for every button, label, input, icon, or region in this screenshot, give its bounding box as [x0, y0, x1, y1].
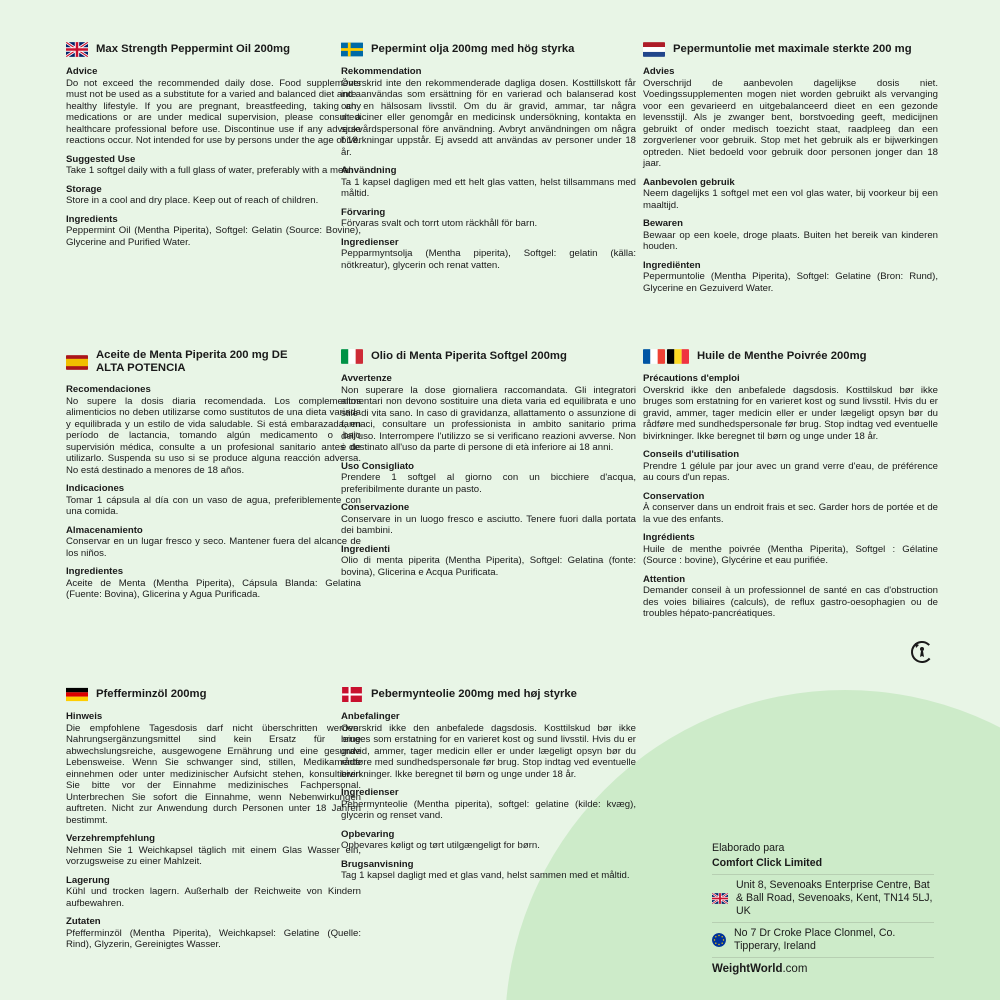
- section-es: [66, 349, 361, 601]
- storage-heading: Förvaring: [341, 206, 386, 218]
- advice-text: Överskrid inte den rekommenderade dagliga dosen. Kosttillskott får inte användas som ersättning för en varierad och balanserad kost och en hälsosam livsstil. Om du är gravid, ammar, tar några mediciner eller genomgår en medicinsk undersökning, kontakta en sjukvårdspersonal före användning. Avbryt användningen om några biverkningar uppstår. Ej avsedd att användas av personer under 18 år.: [341, 77, 636, 158]
- section-title: Pepermuntolie met maximale sterkte 200 mg: [673, 43, 912, 55]
- eu-flag-icon: [712, 933, 726, 947]
- storage-text: Bewaar op een koele, droge plaats. Buiten het bereik van kinderen houden.: [643, 229, 938, 252]
- advice-heading: Anbefalinger: [341, 711, 400, 722]
- usage-heading: Suggested Use: [66, 153, 136, 165]
- storage-heading: Almacenamiento: [66, 524, 143, 536]
- section-de: [66, 687, 361, 951]
- storage-heading: Opbevaring: [341, 828, 395, 840]
- advice-text: Overskrid ikke den anbefalede dagsdosis. Kosttilskud bør ikke bruges som erstatning for en varieret kost og sund livsstil. Hvis du er gravid, ammer, tager medicin eller er under lægeligt opsyn bør du rådføre med sundhedspersonale før brug. Stop indtag ved eventuelle bivirkninger. Ikke beregnet til børn og unge under 18 år.: [643, 384, 938, 442]
- storage-text: Kühl und trocken lagern. Außerhalb der Reichweite von Kindern aufbewahren.: [66, 886, 361, 909]
- advice-text: Overschrijd de aanbevolen dagelijkse dosis niet. Voedingssupplementen mogen niet worden gebruikt als vervanging voor een gevarieerd en uitgebalanceerd dieet en een gezonde levensstijl. Als je zwanger bent, borstvoeding geeft, medicijnen gebruikt of onder medisch toezicht staat, raadpleeg dan een zorgverlener voor gebruik. Stop met het gebruik als er bijwerkingen optreden. Niet bedoeld voor gebruik door personen jonger dan 18 jaar.: [643, 77, 938, 169]
- ingredients-heading: Ingredients: [66, 213, 118, 225]
- ingredients-text: Peppermint Oil (Mentha Piperita), Softgel: Gelatin (Source: Bovine), Glycerine and Purified Water.: [66, 225, 361, 248]
- advice-text: Do not exceed the recommended daily dose. Food supplements must not be used as a substitute for a varied and balanced diet and a healthy lifestyle. If you are pregnant, breastfeeding, taking any medications or are under medical supervision, please consult a healthcare professional before use. Discontinue use if any adverse reactions occur. Not intended for use by persons under the age of 18.: [66, 77, 361, 146]
- ingredients-text: Pepermuntolie (Mentha Piperita), Softgel: Gelatine (Bron: Rund), Glycerine en Gezuiverd Water.: [643, 271, 938, 294]
- usage-heading: Conseils d'utilisation: [643, 449, 740, 460]
- section-title: Pfefferminzöl 200mg: [96, 688, 207, 700]
- belgium-flag-icon: [667, 349, 689, 364]
- section-title: Pebermynteolie 200mg med høj styrke: [371, 688, 577, 700]
- ingredients-text: Aceite de Menta (Mentha Piperita), Cápsula Blanda: Gelatina (Fuente: Bovina), Glicerina y Agua Purificada.: [66, 577, 361, 600]
- brand-logo: [712, 957, 934, 976]
- ingredients-heading: Zutaten: [66, 916, 101, 927]
- advice-heading: Avvertenze: [341, 373, 392, 384]
- uk-flag-icon: [712, 893, 728, 904]
- usage-text: Prendere 1 softgel al giorno con un bicchiere d'acqua, preferibilmente durante un pasto.: [341, 472, 636, 495]
- section-nl: [643, 42, 938, 294]
- usage-text: Ta 1 kapsel dagligen med ett helt glas vatten, helst tillsammans med måltid.: [341, 176, 636, 199]
- section-title: Max Strength Peppermint Oil 200mg: [96, 43, 290, 55]
- warning-text: Demander conseil à un professionnel de santé en cas d'obstruction des voies biliaires (calculs), de reflux gastro-oesophagien ou de troubles hépato-pancréatiques.: [643, 585, 938, 619]
- storage-text: Opbevares køligt og tørt utilgængeligt for børn.: [341, 840, 540, 851]
- germany-flag-icon: [66, 687, 88, 702]
- usage-heading: Indicaciones: [66, 483, 125, 494]
- advice-heading: Rekommendation: [341, 66, 422, 77]
- storage-heading: Conservation: [643, 490, 705, 502]
- uk-address: Unit 8, Sevenoaks Enterprise Centre, Bat & Ball Road, Sevenoaks, Kent, TN14 5LJ, UK: [736, 879, 933, 917]
- ingredients-text: Olio di menta piperita (Mentha Piperita), Softgel: Gelatina (fonte: bovina), Glicerina e Acqua Purificata.: [341, 555, 636, 578]
- ingredients-text: Pebermynteolie (Mentha piperita), softgel: gelatine (kilde: kvæg), glycerin og renset vand.: [341, 798, 636, 821]
- ingredients-text: Pepparmyntsolja (Mentha piperita), Softgel: gelatin (källa: nötkreatur), glycerin och renat vatten.: [341, 248, 636, 271]
- advice-heading: Hinweis: [66, 711, 103, 722]
- section-en: [66, 42, 361, 248]
- usage-heading: Aanbevolen gebruik: [643, 176, 735, 188]
- storage-heading: Conservazione: [341, 502, 410, 513]
- ingredients-text: Huile de menthe poivrée (Mentha Piperita), Softgel : Gélatine (Source : bovine), Glycérine et eau purifiée.: [643, 543, 938, 566]
- advice-heading: Recomendaciones: [66, 384, 151, 395]
- denmark-flag-icon: [341, 687, 363, 702]
- section-title: Pepermint olja 200mg med hög styrka: [371, 43, 575, 55]
- made-for-label: Elaborado para: [712, 842, 785, 854]
- ingredients-heading: Ingredienti: [341, 543, 391, 555]
- storage-text: À conserver dans un endroit frais et sec. Garder hors de portée et de la vue des enfants.: [643, 502, 938, 525]
- storage-heading: Storage: [66, 183, 102, 195]
- brand-name: WeightWorld: [712, 963, 783, 975]
- triman-recycle-icon: [910, 640, 934, 664]
- usage-text: Neem dagelijks 1 softgel met een vol glas water, bij voorkeur bij een maaltijd.: [643, 188, 938, 211]
- advice-text: No supere la dosis diaria recomendada. Los complementos alimenticios no deben utilizarse como sustitutos de una dieta variada y equilibrada y un estilo de vida saludable. Si está embarazada, en período de lactancia, tomando algún medicamento o bajo supervisión médica, consulte a un profesional sanitario antes de utilizarlo. Suspenda su uso si se produce alguna reacción adversa. No está destinado a menores de 18 años.: [66, 395, 361, 476]
- advice-heading: Advice: [66, 66, 98, 77]
- section-it: [341, 349, 636, 578]
- usage-text: Prendre 1 gélule par jour avec un grand verre d'eau, de préférence au cours d'un repas.: [643, 460, 938, 483]
- ingredients-text: Pfefferminzöl (Mentha Piperita), Weichkapsel: Gelatine (Quelle: Rind), Glyzerin, Gereinigtes Wasser.: [66, 927, 361, 950]
- advice-heading: Précautions d'emploi: [643, 373, 740, 384]
- manufacturer-info: [712, 842, 934, 976]
- advice-text: Overskrid ikke den anbefalede dagsdosis. Kosttilskud bør ikke bruges som erstatning for en varieret kost og sund livsstil. Hvis du er gravid, ammer, tager medicin eller er under lægeligt opsyn bør du rådføre med sundhedspersonale før brug. Stop indtag ved eventuelle bivirkninger. Ikke beregnet til børn og unge under 18 år.: [341, 722, 636, 780]
- storage-text: Förvaras svalt och torrt utom räckhåll för barn.: [341, 218, 538, 229]
- warning-heading: Attention: [643, 573, 686, 585]
- ingredients-heading: Ingrediënten: [643, 259, 701, 271]
- usage-text: Tomar 1 cápsula al día con un vaso de agua, preferiblemente con una comida.: [66, 494, 361, 517]
- ingredients-heading: Ingredienser: [341, 787, 399, 798]
- section-title: Aceite de Menta Piperita 200 mg DE ALTA POTENCIA: [96, 349, 288, 374]
- advice-heading: Advies: [643, 66, 675, 77]
- spain-flag-icon: [66, 355, 88, 370]
- eu-address: No 7 Dr Croke Place Clonmel, Co. Tipperary, Ireland: [734, 927, 896, 952]
- usage-heading: Uso Consigliato: [341, 460, 415, 472]
- usage-text: Nehmen Sie 1 Weichkapsel täglich mit einem Glas Wasser ein, vorzugsweise zu einer Mahlzeit.: [66, 844, 361, 867]
- ingredients-heading: Ingredientes: [66, 566, 124, 577]
- netherlands-flag-icon: [643, 42, 665, 57]
- italy-flag-icon: [341, 349, 363, 364]
- section-sv: [341, 42, 636, 271]
- advice-text: Die empfohlene Tagesdosis darf nicht überschritten werden. Nahrungsergänzungsmittel sind kein Ersatz für eine abwechslungsreiche, ausgewogene Ernährung und eine gesunde Lebensweise. Wenn Sie schwanger sind, stillen, Medikamente einnehmen oder unter medizinischer Aufsicht stehen, konsultieren Sie bitte vor der Einnahme medizinisches Fachpersonal. Unterbrechen Sie sofort die Einnahme, wenn Nebenwirkungen auftreten. Nicht zur Anwendung durch Personen unter 18 Jahren bestimmt.: [66, 722, 361, 826]
- usage-heading: Verzehrempfehlung: [66, 833, 156, 844]
- section-fr: [643, 349, 938, 620]
- storage-heading: Bewaren: [643, 218, 683, 229]
- usage-text: Take 1 softgel daily with a full glass of water, preferably with a meal.: [66, 165, 354, 176]
- usage-text: Tag 1 kapsel dagligt med et glas vand, helst sammen med et måltid.: [341, 870, 630, 881]
- ingredients-heading: Ingrédients: [643, 532, 695, 543]
- storage-heading: Lagerung: [66, 874, 110, 886]
- storage-text: Conservar en un lugar fresco y seco. Mantener fuera del alcance de los niños.: [66, 536, 361, 559]
- brand-suffix: .com: [782, 963, 808, 975]
- section-title: Olio di Menta Piperita Softgel 200mg: [371, 350, 567, 362]
- usage-heading: Brugsanvisning: [341, 858, 414, 870]
- section-da: [341, 687, 636, 882]
- usage-heading: Användning: [341, 165, 397, 176]
- company-name: Comfort Click Limited: [712, 857, 823, 869]
- france-flag-icon: [643, 349, 665, 364]
- uk-flag-icon: [66, 42, 88, 57]
- advice-text: Non superare la dose giornaliera raccomandata. Gli integratori alimentari non devono sostituire una dieta varia ed equilibrata e uno stile di vita sano. In caso di gravidanza, allattamento o assunzione di farmaci, consultare un professionista in ambito sanitario prima dell'uso. Interrompere l'utilizzo se si verificano reazioni avverse. Non è destinato all'uso da parte di persone di età inferiore ai 18 anni.: [341, 384, 636, 453]
- section-title: Huile de Menthe Poivrée 200mg: [697, 350, 867, 362]
- storage-text: Store in a cool and dry place. Keep out of reach of children.: [66, 195, 319, 206]
- ingredients-heading: Ingredienser: [341, 236, 399, 248]
- sweden-flag-icon: [341, 42, 363, 57]
- storage-text: Conservare in un luogo fresco e asciutto. Tenere fuori dalla portata dei bambini.: [341, 513, 636, 536]
